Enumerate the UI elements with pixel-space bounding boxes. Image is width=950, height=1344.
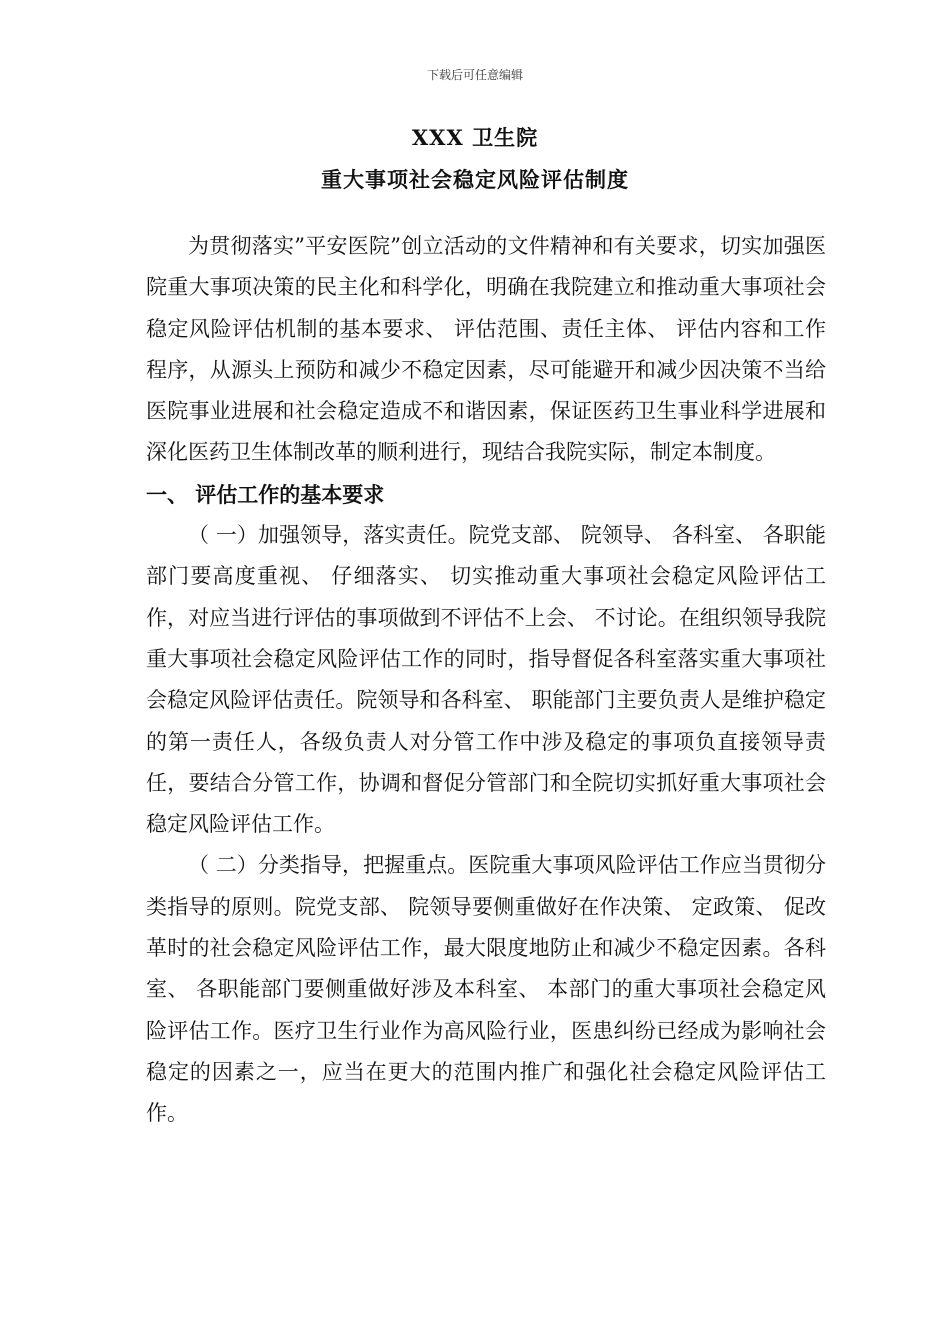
intro-paragraph: 为贯彻落实”平安医院”创立活动的文件精神和有关要求，切实加强医院重大事项决策的民主化和科学化，明确在我院建立和推动重大事项社会稳定风险评估机制的基本要求、 评估范围、责任主体、 评估内容和工作程序，从源头上预防和减少不稳定因素，尽可能避开和减少因决策不当给医院事业进展和社会稳定造成不和谐因素，保证医药卫生事业科学进展和深化医药卫生体制改革的顺利进行，现结合我院实际，制定本制度。 [146, 234, 826, 465]
document-title-line2: 重大事项社会稳定风险评估制度 [321, 167, 629, 192]
document-title-line1: XXX 卫生院 [411, 125, 539, 150]
section-heading-1: 一、 评估工作的基本要求 [146, 481, 385, 507]
header-note: 下载后可任意编辑 [426, 68, 523, 82]
item-paragraph-2: （ 二）分类指导，把握重点。医院重大事项风险评估工作应当贯彻分类指导的原则。院党支部、 院领导要侧重做好在作决策、 定政策、 促改革时的社会稳定风险评估工作，最大限度地防止和减少不稳定因素。各科室、 各职能部门要侧重做好涉及本科室、 本部门的重大事项社会稳定风险评估工作。医疗卫生行业作为高风险行业，医患纠纷已经成为影响社会稳定的因素之一，应当在更大的范围内推广和强化社会稳定风险评估工作。 [146, 853, 826, 1126]
item-paragraph-1: （ 一）加强领导，落实责任。院党支部、 院领导、 各科室、 各职能部门要高度重视、 仔细落实、 切实推动重大事项社会稳定风险评估工作，对应当进行评估的事项做到不评估不上会、 不讨论。在组织领导我院重大事项社会稳定风险评估工作的同时，指导督促各科室落实重大事项社会稳定风险评估责任。院领导和各科室、 职能部门主要负责人是维护稳定的第一责任人，各级负责人对分管工作中涉及稳定的事项负直接领导责任，要结合分管工作，协调和督促分管部门和全院切实抓好重大事项社会稳定风险评估工作。 [146, 523, 826, 837]
document-body [146, 226, 826, 1135]
